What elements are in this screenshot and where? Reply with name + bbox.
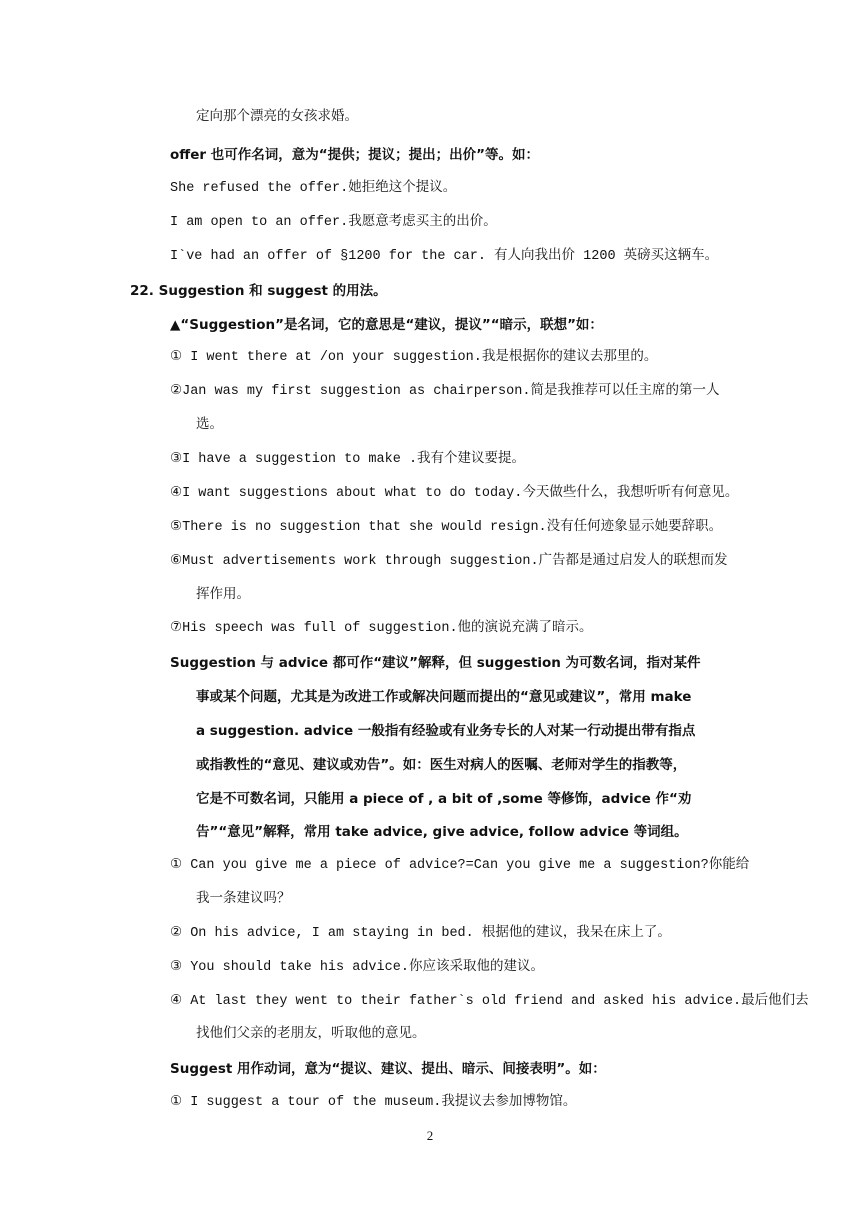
text-line: a suggestion. advice 一般指有经验或有业务专长的人对某一行动提出带有指点 [196, 723, 696, 739]
section-heading: 22. Suggestion 和 suggest 的用法。 [130, 283, 387, 299]
text-line: 事或某个问题，尤其是为改进工作或解决问题而提出的“意见或建议”，常用 make [196, 689, 692, 705]
text-line: offer 也可作名词，意为“提供；提议；提出；出价”等。如： [170, 147, 539, 163]
example-line: 挥作用。 [196, 588, 250, 603]
example-line: ① Can you give me a piece of advice?=Can you give me a suggestion?你能给 [170, 858, 750, 873]
text-line: I am open to an offer.我愿意考虑买主的出价。 [170, 215, 497, 230]
example-line: ⑤There is no suggestion that she would resign.没有任何迹象显示她要辞职。 [170, 520, 723, 535]
example-line: ②Jan was my first suggestion as chairperson.简是我推荐可以任主席的第一人 [170, 384, 720, 399]
example-line: ⑦His speech was full of suggestion.他的演说充满了暗示。 [170, 621, 593, 636]
text-line: 告”“意见”解释，常用 take advice, give advice, follow advice 等词组。 [196, 824, 688, 840]
example-line: ① I suggest a tour of the museum.我提议去参加博物馆。 [170, 1095, 577, 1110]
example-line: ① I went there at /on your suggestion.我是根据你的建议去那里的。 [170, 350, 658, 365]
text-line: Suggest 用作动词，意为“提议、建议、提出、暗示、间接表明”。如： [170, 1061, 606, 1077]
example-line: ③ You should take his advice.你应该采取他的建议。 [170, 960, 544, 975]
example-line: ⑥Must advertisements work through suggestion.广告都是通过启发人的联想而发 [170, 554, 728, 569]
text-line: 定向那个漂亮的女孩求婚。 [196, 110, 358, 125]
example-line: ② On his advice, I am staying in bed. 根据他的建议，我呆在床上了。 [170, 926, 671, 941]
page-number: 2 [426, 1128, 434, 1143]
text-line: ▲“Suggestion”是名词，它的意思是“建议，提议”“暗示，联想”如： [170, 317, 603, 333]
text-line: 或指教性的“意见、建议或劝告”。如：医生对病人的医嘱、老师对学生的指教等， [196, 757, 687, 773]
example-line: ④ At last they went to their father`s old friend and asked his advice.最后他们去 [170, 994, 809, 1009]
example-line: 找他们父亲的老朋友，听取他的意见。 [196, 1027, 426, 1042]
text-line: She refused the offer.她拒绝这个提议。 [170, 181, 457, 196]
example-line: 我一条建议吗？ [196, 892, 291, 907]
example-line: ④I want suggestions about what to do today.今天做些什么，我想听听有何意见。 [170, 486, 739, 501]
text-line: Suggestion 与 advice 都可作“建议”解释，但 suggestion 为可数名词，指对某件 [170, 655, 701, 671]
example-line: 选。 [196, 418, 223, 433]
text-line: I`ve had an offer of §1200 for the car. 有人向我出价 1200 英磅买这辆车。 [170, 249, 719, 264]
example-line: ③I have a suggestion to make .我有个建议要提。 [170, 452, 526, 467]
text-line: 它是不可数名词，只能用 a piece of , a bit of ,some 等修饰，advice 作“劝 [196, 791, 692, 807]
